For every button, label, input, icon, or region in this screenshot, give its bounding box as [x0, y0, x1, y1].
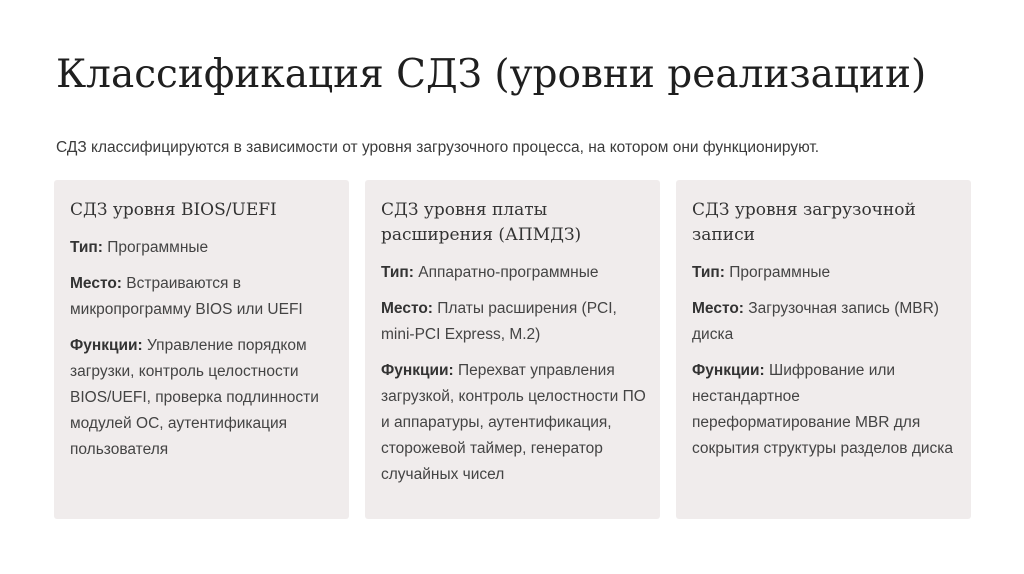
- place-value: Загрузочная запись (MBR) диска: [692, 300, 939, 343]
- type-value: Аппаратно-программные: [418, 264, 599, 281]
- card-place: [70, 271, 335, 323]
- type-value: Программные: [107, 239, 209, 256]
- type-label: Тип:: [381, 264, 414, 281]
- place-value: Встраиваются в микропрограмму BIOS или UEFI: [70, 275, 303, 318]
- place-label: Место:: [381, 300, 433, 317]
- place-label: Место:: [70, 275, 122, 292]
- place-label: Место:: [692, 300, 744, 317]
- card-type: [692, 260, 957, 286]
- cards-container: [54, 180, 971, 519]
- card-place: [692, 296, 957, 348]
- card-expansion-board: [365, 180, 660, 519]
- card-functions: [692, 358, 957, 462]
- card-bios-uefi: [54, 180, 349, 519]
- functions-value: Шифрование или нестандартное переформатирование MBR для сокрытия структуры разделов диска: [692, 362, 954, 457]
- card-boot-record: [676, 180, 971, 519]
- type-label: Тип:: [70, 239, 103, 256]
- card-type: [381, 260, 646, 286]
- card-place: [381, 296, 646, 348]
- page-title: Классификация СДЗ (уровни реализации): [56, 52, 927, 97]
- functions-label: Функции:: [70, 337, 143, 354]
- card-functions: [381, 358, 646, 488]
- card-title: СДЗ уровня платы расширения (АПМДЗ): [381, 200, 582, 245]
- place-value: Платы расширения (PCI, mini-PCI Express, M.2): [381, 300, 617, 343]
- type-label: Тип:: [692, 264, 725, 281]
- functions-label: Функции:: [692, 362, 765, 379]
- functions-value: Перехват управления загрузкой, контроль целостности ПО и аппаратуры, аутентификация, сторожевой таймер, генератор случайных чисел: [381, 362, 646, 483]
- page-subtitle: СДЗ классифицируются в зависимости от уровня загрузочного процесса, на котором они функционируют.: [56, 139, 820, 156]
- functions-value: Управление порядком загрузки, контроль целостности BIOS/UEFI, проверка подлинности модулей ОС, аутентификация пользователя: [70, 337, 319, 458]
- type-value: Программные: [729, 264, 831, 281]
- card-title: СДЗ уровня BIOS/UEFI: [70, 200, 277, 220]
- card-title: СДЗ уровня загрузочной записи: [692, 200, 916, 245]
- functions-label: Функции:: [381, 362, 454, 379]
- card-type: [70, 235, 335, 261]
- card-functions: [70, 333, 335, 463]
